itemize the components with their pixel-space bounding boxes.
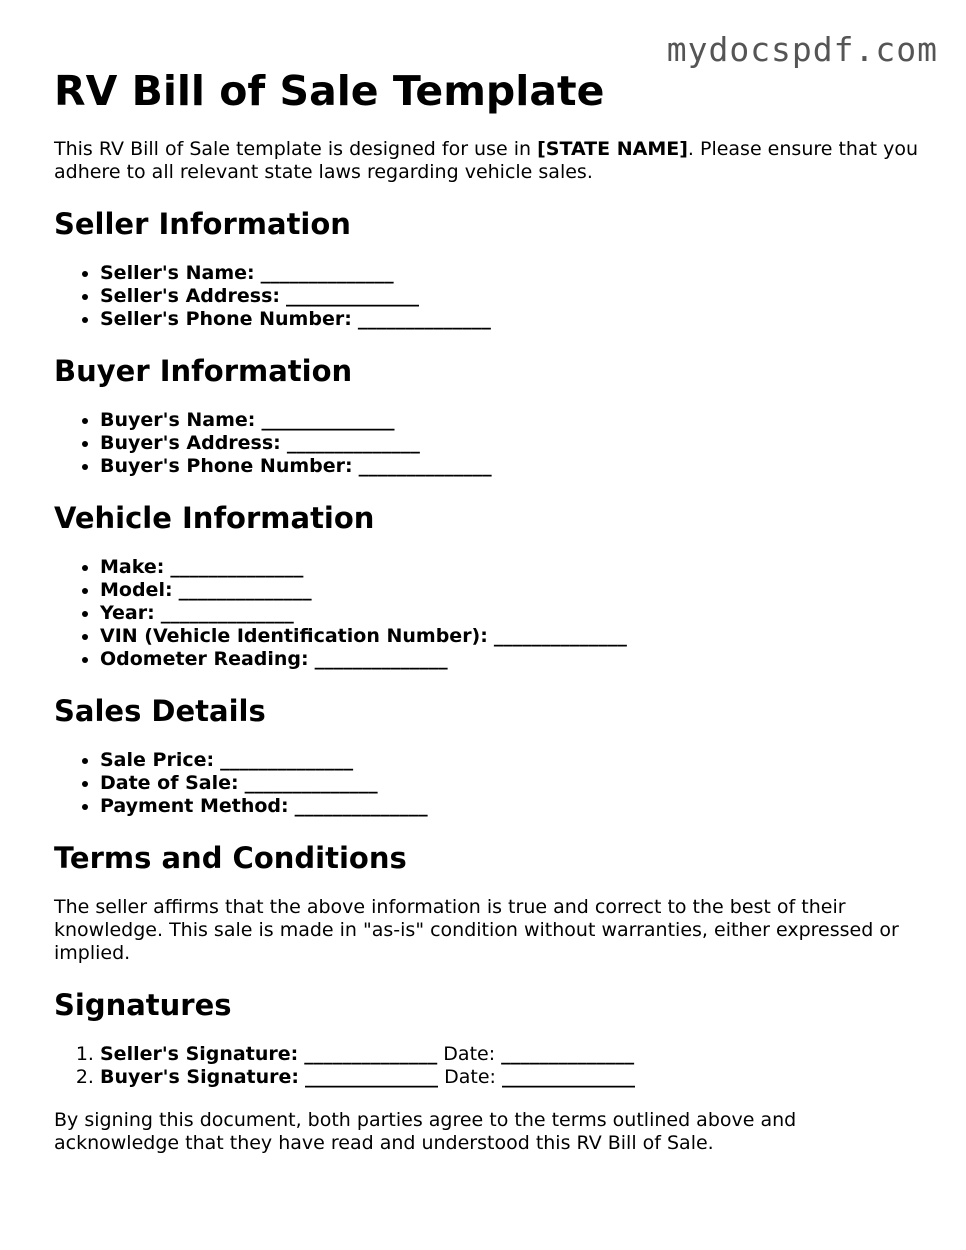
date-blank[interactable]: ______________: [501, 1066, 635, 1088]
closing-text: By signing this document, both parties agree to the terms outlined above and acknowledge that they have read and understood this RV Bill of Sale.: [54, 1109, 797, 1154]
seller-fields: [54, 262, 924, 331]
terms-text: The seller affirms that the above information is true and correct to the best of their knowledge. This sale is made in "as-is" condition without warranties, either expressed or implied.: [54, 896, 899, 964]
field-model: • Model: ______________: [100, 579, 924, 602]
blank-line[interactable]: ______________: [220, 749, 354, 771]
field-sale-price: • Sale Price: ______________: [100, 749, 924, 772]
signature-blank[interactable]: ______________: [304, 1043, 438, 1065]
seller-section: [54, 206, 924, 331]
field-vin: • VIN (Vehicle Identification Number): ______________: [100, 625, 924, 648]
blank-line[interactable]: ______________: [314, 648, 448, 670]
intro-text-after: . Please ensure that you adhere to all relevant state laws regarding vehicle sales.: [54, 138, 919, 183]
watermark: mydocspdf.com: [666, 30, 938, 69]
intro-text-before: This RV Bill of Sale template is designed for use in: [54, 138, 538, 160]
sales-heading: Sales Details: [54, 694, 266, 728]
date-blank[interactable]: ______________: [501, 1043, 635, 1065]
blank-line[interactable]: ______________: [261, 409, 395, 431]
date-label: Date:: [443, 1043, 496, 1065]
buyer-heading: Buyer Information: [54, 354, 353, 388]
blank-line[interactable]: ______________: [244, 772, 378, 794]
signature-lines: [54, 1043, 924, 1089]
vehicle-heading: Vehicle Information: [54, 501, 375, 535]
seller-signature-line: 1. Seller's Signature: ______________ Date: ______________: [100, 1043, 924, 1066]
state-name-placeholder: [STATE NAME]: [537, 138, 688, 160]
intro-paragraph: [54, 138, 924, 184]
blank-line[interactable]: ______________: [286, 285, 420, 307]
signatures-section: [54, 987, 924, 1155]
blank-line[interactable]: ______________: [493, 625, 627, 647]
field-seller-phone: • Seller's Phone Number: ______________: [100, 308, 924, 331]
field-seller-name: • Seller's Name: ______________: [100, 262, 924, 285]
date-label: Date:: [444, 1066, 496, 1088]
field-seller-address: • Seller's Address: ______________: [100, 285, 924, 308]
document: [54, 66, 924, 1155]
blank-line[interactable]: ______________: [178, 579, 312, 601]
field-odometer: • Odometer Reading: ______________: [100, 648, 924, 671]
field-buyer-address: • Buyer's Address: ______________: [100, 432, 924, 455]
field-payment-method: • Payment Method: ______________: [100, 795, 924, 818]
page-title: RV Bill of Sale Template: [54, 67, 605, 115]
seller-heading: Seller Information: [54, 207, 351, 241]
blank-line[interactable]: ______________: [286, 432, 420, 454]
vehicle-fields: [54, 556, 924, 671]
field-make: • Make: ______________: [100, 556, 924, 579]
sales-fields: [54, 749, 924, 818]
vehicle-section: [54, 500, 924, 671]
field-date-of-sale: • Date of Sale: ______________: [100, 772, 924, 795]
blank-line[interactable]: ______________: [170, 556, 304, 578]
buyer-signature-line: 2. Buyer's Signature: ______________ Date: ______________: [100, 1066, 924, 1089]
sales-section: [54, 693, 924, 818]
signature-blank[interactable]: ______________: [305, 1066, 439, 1088]
terms-heading: Terms and Conditions: [54, 841, 407, 875]
blank-line[interactable]: ______________: [160, 602, 294, 624]
field-buyer-phone: • Buyer's Phone Number: ______________: [100, 455, 924, 478]
buyer-section: [54, 353, 924, 478]
blank-line[interactable]: ______________: [294, 795, 428, 817]
buyer-fields: [54, 409, 924, 478]
blank-line[interactable]: ______________: [357, 308, 491, 330]
terms-section: [54, 840, 924, 965]
blank-line[interactable]: ______________: [260, 262, 394, 284]
blank-line[interactable]: ______________: [358, 455, 492, 477]
field-buyer-name: • Buyer's Name: ______________: [100, 409, 924, 432]
signatures-heading: Signatures: [54, 988, 232, 1022]
field-year: • Year: ______________: [100, 602, 924, 625]
